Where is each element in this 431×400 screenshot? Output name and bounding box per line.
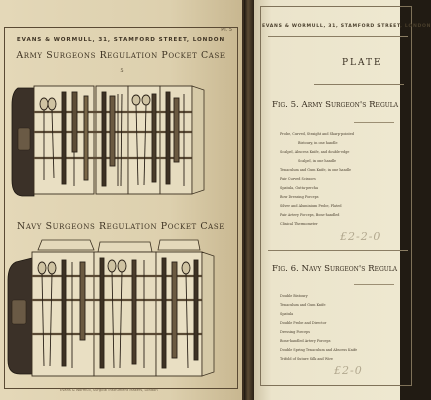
navy-item: Double Bistoury (280, 294, 308, 298)
fig6-subrule (354, 284, 394, 285)
plate-number: Pl. 5 (221, 27, 232, 33)
plate-rule (314, 84, 404, 85)
army-item: Clinical Thermometer (280, 222, 318, 226)
army-case-clasp (18, 128, 30, 150)
army-item: Bistoury, in one handle (298, 141, 338, 145)
army-case-title: Army Surgeons Regulation Pocket Case (16, 50, 226, 61)
book-gutter (244, 0, 254, 400)
fig6-title: Fig. 6. Navy Surgeon's Regula (272, 264, 398, 274)
fig5-subrule (354, 122, 394, 123)
header-rule (268, 36, 408, 37)
army-item: Silver and Aluminium Probe, Plated (280, 204, 342, 208)
navy-case-clasp (12, 300, 26, 324)
right-page-text (254, 0, 431, 400)
navy-item: Dressing Forceps (280, 330, 310, 334)
section-rule (268, 250, 408, 251)
navy-item: Spatula (280, 312, 294, 316)
army-pocket-case-illustration (12, 86, 204, 196)
left-page-header: EVANS & WORMULL, 31, STAMFORD STREET, LONDON (16, 37, 226, 43)
navy-item: Double Spring Tenaculum and Abscess Knife (280, 348, 358, 352)
navy-item: Bone-handled Artery Forceps (280, 339, 331, 343)
navy-item: Trifold of Suture Silk and Wire (280, 357, 333, 361)
army-item: Probe, Curved, Straight and Sharp-pointed (280, 132, 355, 136)
plate-label: PLATE (342, 58, 383, 68)
plate-footer-note: Evans & Wormull, Surgical Instrument Makers, London (60, 388, 158, 392)
navy-pocket-case-illustration (8, 240, 214, 376)
pencil-note: £2-0 (334, 364, 363, 377)
army-item: Bow Dressing Forceps (280, 195, 319, 199)
navy-item: Tenaculum and Gum Knife (280, 303, 326, 307)
army-item: Tenaculum and Gum Knife, in one handle (280, 168, 352, 172)
army-item: Spatula, Gutta-percha (280, 186, 319, 190)
navy-item: Double Probe and Director (280, 321, 327, 325)
army-item: Pair Artery Forceps, Bone-handled (280, 213, 340, 217)
right-page-header: EVANS & WORMULL, 31, STAMFORD STREET, LONDON (262, 24, 431, 29)
army-fig-number: 5 (120, 68, 124, 74)
army-item: Scalpel, Abscess Knife, and double-edge (280, 150, 350, 154)
fig5-title: Fig. 5. Army Surgeon's Regula (272, 100, 399, 110)
pencil-note: £2-2-0 (340, 230, 382, 243)
navy-case-title: Navy Surgeons Regulation Pocket Case (17, 221, 225, 232)
army-item: Pair Curved Scissors (280, 177, 316, 181)
army-item: Scalpel, in one handle (298, 159, 337, 163)
